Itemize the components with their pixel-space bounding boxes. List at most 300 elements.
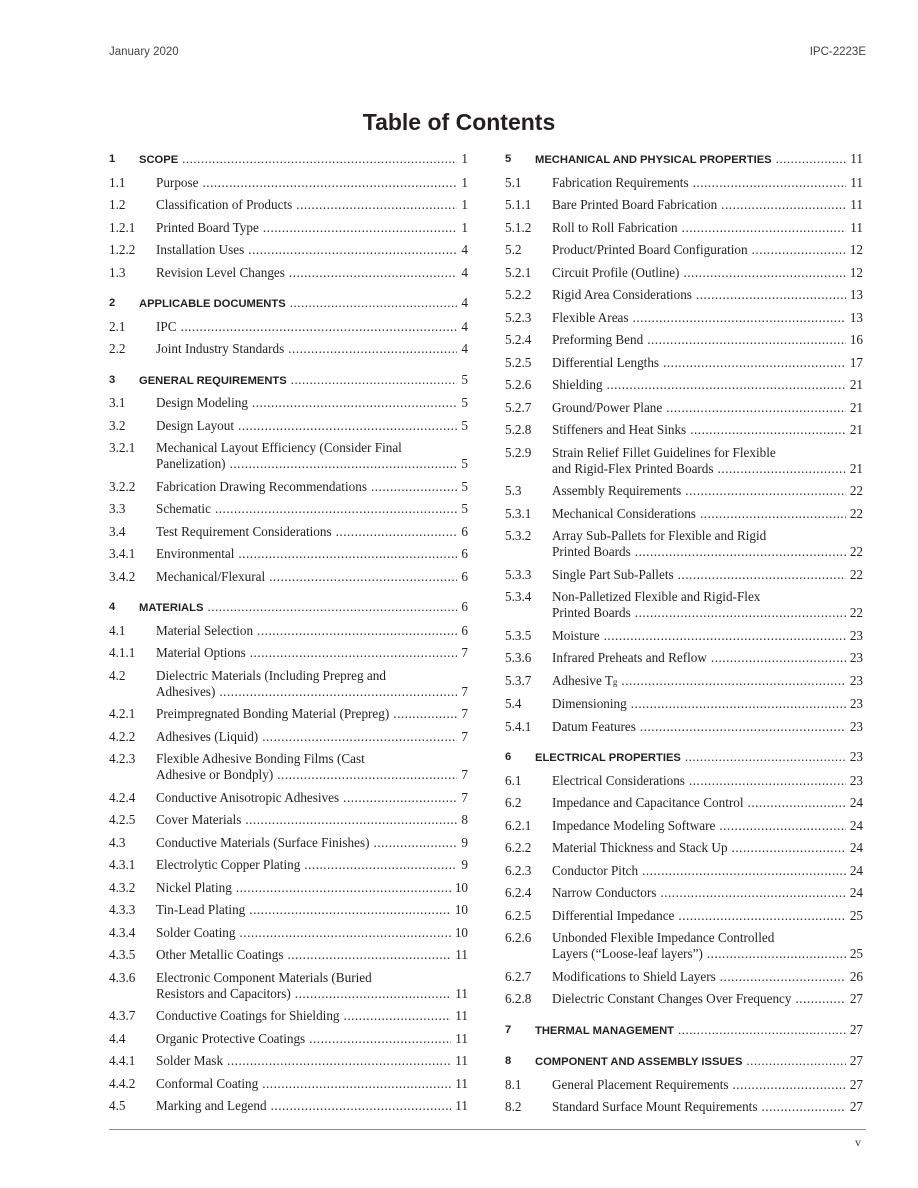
toc-entry-body (552, 265, 863, 281)
toc-entry[interactable] (505, 837, 863, 860)
toc-entry-line (156, 395, 468, 411)
toc-entry-body (156, 395, 468, 411)
toc-entry-body (156, 319, 468, 335)
toc-entry[interactable] (109, 620, 468, 643)
toc-entry[interactable] (109, 566, 468, 589)
toc-entry-number: 5.2 (505, 242, 522, 257)
toc-entry-line (156, 729, 468, 745)
toc-entry-body (552, 332, 863, 348)
toc-entry[interactable] (109, 1050, 468, 1073)
toc-entry[interactable] (505, 966, 863, 989)
toc-entry[interactable] (109, 217, 468, 240)
toc-page-number: 22 (849, 505, 863, 521)
toc-entry[interactable] (109, 1028, 468, 1051)
toc-section-entry[interactable] (505, 148, 863, 172)
toc-entry-line (139, 372, 468, 389)
toc-entry-line (156, 706, 468, 722)
dot-leader (238, 418, 457, 434)
toc-entry-body (552, 355, 863, 371)
toc-page-number: 23 (849, 749, 863, 764)
toc-entry[interactable] (505, 525, 863, 564)
toc-entry-line (552, 650, 863, 666)
toc-entry[interactable] (109, 726, 468, 749)
toc-entry-line (552, 506, 863, 522)
toc-entry-title-continued: Adhesive or Bondply) (156, 767, 274, 782)
toc-entry[interactable] (505, 307, 863, 330)
toc-entry-line (156, 947, 468, 963)
toc-entry-body (552, 908, 863, 924)
toc-entry[interactable] (109, 809, 468, 832)
toc-entry[interactable] (109, 498, 468, 521)
toc-page-number: 24 (849, 885, 863, 900)
toc-entry-number: 3.1 (109, 395, 126, 410)
dot-leader (607, 377, 846, 393)
toc-entry[interactable] (505, 194, 863, 217)
page-title: Table of Contents (362, 109, 556, 136)
dot-leader (287, 947, 451, 963)
toc-entry-body (552, 719, 863, 735)
toc-entry[interactable] (109, 239, 468, 262)
toc-page-number: 4 (461, 341, 468, 356)
toc-entry-title-continued: Printed Boards (552, 544, 631, 559)
toc-entry[interactable] (109, 194, 468, 217)
toc-entry-title: Printed Board Type (156, 219, 259, 235)
toc-entry-number: 5.3.2 (505, 528, 532, 543)
toc-entry[interactable] (505, 770, 863, 793)
toc-entry-number: 4.3.6 (109, 969, 136, 985)
toc-entry[interactable] (109, 922, 468, 945)
toc-entry-number: 3.4.2 (109, 568, 136, 584)
dot-leader (621, 673, 845, 689)
toc-entry-line (535, 749, 863, 766)
dot-leader (752, 242, 846, 258)
toc-entry-title: General Placement Requirements (552, 1076, 729, 1092)
toc-entry-line (552, 175, 863, 191)
toc-entry[interactable] (109, 854, 468, 877)
toc-entry-line (552, 422, 863, 438)
toc-entry-body (552, 818, 863, 834)
toc-entry[interactable] (109, 703, 468, 726)
toc-entry-line (552, 1077, 863, 1093)
toc-page-number: 5 (461, 456, 468, 471)
toc-entry-body (552, 528, 863, 560)
dot-leader (344, 1008, 452, 1024)
toc-entry-title: Marking and Legend (156, 1098, 267, 1113)
toc-entry-title: Test Requirement Considerations (156, 523, 332, 539)
toc-page-number: 22 (849, 566, 863, 582)
toc-page-number: 1 (461, 174, 468, 190)
toc-entry[interactable] (505, 647, 863, 670)
dot-leader (689, 773, 846, 789)
toc-entry-body (156, 341, 468, 357)
toc-entry-title: Roll to Roll Fabrication (552, 219, 678, 235)
dot-leader (262, 1076, 451, 1092)
toc-entry-title: Electrical Considerations (552, 772, 685, 788)
toc-entry[interactable] (109, 967, 468, 1006)
toc-entry-line (552, 885, 863, 901)
toc-entry-line (552, 795, 863, 811)
toc-entry-line (156, 242, 468, 258)
toc-entry-line (552, 483, 863, 499)
dot-leader (257, 623, 457, 639)
toc-entry-title: Preforming Bend (552, 332, 644, 347)
toc-page-number: 6 (461, 599, 468, 614)
dot-leader (719, 818, 845, 834)
toc-page-number: 11 (455, 947, 468, 962)
toc-entry-line (156, 265, 468, 281)
toc-entry-line (156, 524, 468, 540)
toc-entry[interactable] (109, 832, 468, 855)
toc-entry[interactable] (109, 262, 468, 285)
toc-entry-body (156, 1008, 468, 1024)
toc-entry-line (156, 319, 468, 335)
toc-entry[interactable] (505, 503, 863, 526)
toc-entry-line (552, 242, 863, 258)
toc-entry-line (156, 986, 468, 1002)
toc-entry[interactable] (505, 329, 863, 352)
toc-entry[interactable] (505, 374, 863, 397)
toc-entry-title: Installation Uses (156, 242, 245, 257)
toc-entry[interactable] (505, 217, 863, 240)
toc-entry-number: 5.2.5 (505, 354, 532, 370)
toc-entry-title-continued: and Rigid-Flex Printed Boards (552, 460, 714, 476)
toc-entry[interactable] (109, 392, 468, 415)
toc-entry-line (552, 773, 863, 789)
toc-page-number: 11 (455, 985, 468, 1001)
dot-leader (219, 684, 457, 700)
dot-leader (248, 242, 457, 258)
toc-entry-body (552, 506, 863, 522)
toc-entry-body (552, 773, 863, 789)
toc-entry[interactable] (505, 988, 863, 1011)
toc-entry-body (552, 673, 863, 690)
toc-entry-number: 5.2.8 (505, 422, 532, 437)
toc-entry-body (535, 1022, 863, 1039)
toc-page-number: 25 (849, 907, 863, 923)
toc-page-number: 25 (849, 946, 863, 961)
toc-entry[interactable] (505, 882, 863, 905)
toc-entry-line (552, 400, 863, 416)
toc-entry-line (552, 567, 863, 583)
toc-entry-body (552, 310, 863, 326)
toc-section-entry[interactable] (109, 148, 468, 172)
toc-entry-line (156, 857, 468, 873)
toc-page-number: 12 (849, 242, 863, 257)
toc-entry[interactable] (505, 397, 863, 420)
toc-entry[interactable] (109, 316, 468, 339)
toc-page-number: 27 (849, 1099, 863, 1114)
toc-section-entry[interactable] (109, 292, 468, 316)
toc-entry-title: Material Options (156, 645, 246, 660)
toc-entry-title: Nickel Plating (156, 879, 232, 895)
toc-entry[interactable] (505, 172, 863, 195)
toc-entry-body (156, 729, 468, 745)
dot-leader (635, 544, 846, 560)
toc-entry[interactable] (505, 905, 863, 928)
toc-entry-body (156, 1098, 468, 1114)
toc-page-number: 4 (461, 242, 468, 257)
toc-entry-number: 4.1.1 (109, 645, 136, 660)
toc-entry-number: 5.4 (505, 696, 522, 711)
toc-page-number: 9 (461, 857, 468, 872)
toc-entry[interactable] (505, 792, 863, 815)
toc-entry-line (156, 1008, 468, 1024)
toc-entry-body (535, 151, 863, 168)
dot-leader (700, 506, 846, 522)
toc-entry-body (156, 1031, 468, 1047)
toc-entry-title: Datum Features (552, 718, 636, 734)
toc-entry[interactable] (109, 172, 468, 195)
toc-entry[interactable] (505, 1074, 863, 1097)
dot-leader (290, 295, 458, 311)
toc-page-number: 1 (461, 219, 468, 235)
dot-leader (252, 395, 457, 411)
toc-page-number: 11 (455, 1098, 468, 1113)
dot-leader (631, 696, 846, 712)
dot-leader (678, 908, 845, 924)
toc-entry-body (552, 483, 863, 499)
dot-leader (707, 946, 846, 962)
toc-entry[interactable] (505, 716, 863, 739)
toc-entry-title: Non-Palletized Flexible and Rigid-Flex (552, 589, 761, 604)
toc-entry-number: 1.1 (109, 174, 126, 190)
toc-entry-line (156, 1053, 468, 1069)
toc-entry-body (552, 969, 863, 985)
toc-entry-title: Conductive Coatings for Shielding (156, 1008, 340, 1023)
toc-section-entry[interactable] (109, 369, 468, 393)
dot-leader (230, 456, 458, 472)
toc-entry-title: Solder Mask (156, 1053, 224, 1068)
toc-entry[interactable] (109, 543, 468, 566)
toc-entry-number: 2 (109, 297, 116, 309)
toc-entry-body (156, 524, 468, 540)
toc-entry-body (156, 857, 468, 873)
toc-entry-title: Conductive Materials (Surface Finishes) (156, 834, 370, 850)
dot-leader (690, 422, 846, 438)
toc-entry-number: 4.2.3 (109, 751, 136, 766)
toc-entry[interactable] (505, 419, 863, 442)
toc-entry-body (552, 840, 863, 856)
toc-section-entry[interactable] (109, 596, 468, 620)
dot-leader (262, 729, 457, 745)
dot-leader (240, 925, 451, 941)
dot-leader (249, 902, 451, 918)
toc-entry-number: 2.1 (109, 318, 126, 334)
toc-entry[interactable] (505, 262, 863, 285)
toc-entry-number: 6.2.4 (505, 885, 532, 900)
toc-entry-body (156, 751, 468, 783)
toc-entry-body (552, 567, 863, 583)
toc-entry[interactable] (109, 1095, 468, 1118)
toc-entry[interactable] (505, 670, 863, 694)
toc-entry-title: Joint Industry Standards (156, 341, 285, 356)
toc-entry-number: 3.2.2 (109, 478, 136, 494)
toc-page-number: 11 (455, 1075, 468, 1091)
dot-leader (203, 175, 458, 191)
toc-entry-body (552, 445, 863, 477)
toc-entry-title: Classification of Products (156, 197, 293, 212)
toc-page-number: 22 (849, 483, 863, 498)
toc-entry-title: Dielectric Constant Changes Over Frequency (552, 991, 792, 1006)
toc-entry[interactable] (505, 564, 863, 587)
toc-entry[interactable] (109, 787, 468, 810)
toc-column-right (505, 148, 863, 1119)
toc-page-number: 10 (454, 902, 468, 917)
toc-entry-number: 5.2.2 (505, 287, 532, 302)
toc-entry-body (552, 197, 863, 213)
dot-leader (269, 569, 457, 585)
toc-entry[interactable] (505, 927, 863, 966)
toc-entry[interactable] (505, 352, 863, 375)
toc-entry-body (156, 835, 468, 851)
toc-page-number: 4 (461, 318, 468, 334)
toc-page-number: 24 (849, 795, 863, 810)
toc-entry-body (552, 885, 863, 901)
toc-entry-number: 8.1 (505, 1076, 522, 1092)
toc-entry[interactable] (109, 1073, 468, 1096)
toc-entry-line (552, 197, 863, 213)
toc-entry-number: 5.3 (505, 483, 522, 498)
toc-entry-number: 5.1.1 (505, 197, 532, 212)
toc-entry[interactable] (505, 693, 863, 716)
toc-entry[interactable] (109, 521, 468, 544)
toc-entry-title: Mechanical Layout Efficiency (Consider Final (156, 440, 402, 455)
toc-entry[interactable] (109, 476, 468, 499)
toc-entry-line (156, 623, 468, 639)
toc-entry-number: 1.3 (109, 264, 126, 280)
toc-entry-line (156, 197, 468, 213)
dot-leader (683, 265, 845, 281)
toc-entry-line (156, 479, 468, 495)
dot-leader (604, 628, 846, 644)
toc-entry-body (156, 947, 468, 963)
toc-entry-title: Array Sub-Pallets for Flexible and Rigid (552, 528, 767, 543)
toc-entry-number: 4.5 (109, 1098, 126, 1113)
toc-page-number: 11 (850, 197, 863, 212)
toc-page-number: 23 (849, 696, 863, 711)
toc-entry-body (156, 418, 468, 434)
dot-leader (288, 341, 457, 357)
toc-entry-number: 4.2.4 (109, 789, 136, 805)
toc-entry-title: THERMAL MANAGEMENT (535, 1024, 675, 1037)
toc-entry[interactable] (109, 415, 468, 438)
toc-entry-body (139, 372, 468, 389)
toc-page-number: 11 (455, 1030, 468, 1046)
toc-entry[interactable] (505, 815, 863, 838)
toc-entry[interactable] (505, 239, 863, 262)
dot-leader (642, 863, 846, 879)
toc-entry[interactable] (109, 1005, 468, 1028)
dot-leader (263, 220, 458, 236)
toc-entry-title: Solder Coating (156, 924, 236, 940)
toc-page-number: 7 (461, 645, 468, 660)
toc-entry-line (156, 812, 468, 828)
toc-entry-title: Fabrication Requirements (552, 174, 689, 190)
toc-entry-title: Cover Materials (156, 812, 242, 827)
toc-entry-body (552, 175, 863, 191)
toc-entry-number: 4.3.5 (109, 947, 136, 962)
toc-entry-number: 1.2.2 (109, 242, 136, 257)
toc-entry[interactable] (109, 899, 468, 922)
toc-entry-number: 4.2.5 (109, 812, 136, 827)
toc-page-number: 1 (461, 151, 468, 166)
toc-entry-number: 1.2.1 (109, 219, 136, 235)
toc-entry[interactable] (505, 1096, 863, 1119)
toc-entry-title: GENERAL REQUIREMENTS (139, 374, 287, 387)
toc-entry[interactable] (505, 442, 863, 481)
toc-entry-body (552, 220, 863, 236)
toc-entry-number: 4.4 (109, 1030, 126, 1046)
toc-section-entry[interactable] (505, 1050, 863, 1074)
toc-entry-title: Other Metallic Coatings (156, 947, 284, 962)
toc-entry-line (552, 696, 863, 712)
toc-entry-title: Unbonded Flexible Impedance Controlled (552, 930, 775, 945)
toc-entry[interactable] (109, 665, 468, 704)
toc-entry[interactable] (505, 480, 863, 503)
toc-entry[interactable] (109, 437, 468, 476)
toc-entry-number: 3.4.1 (109, 546, 136, 561)
toc-entry-number: 6.2.1 (505, 817, 532, 833)
toc-entry[interactable] (505, 625, 863, 648)
toc-entry-number: 5.4.1 (505, 718, 532, 734)
toc-entry[interactable] (109, 877, 468, 900)
toc-entry-number: 5.3.3 (505, 566, 532, 582)
toc-entry-number: 4.3.2 (109, 879, 136, 895)
toc-entry[interactable] (505, 284, 863, 307)
toc-entry-body (552, 589, 863, 621)
dot-leader (682, 220, 847, 236)
toc-entry-title: Conductive Anisotropic Adhesives (156, 789, 340, 805)
dot-leader (336, 524, 458, 540)
toc-entry[interactable] (109, 642, 468, 665)
toc-entry-title: Schematic (156, 501, 211, 516)
toc-entry-title: Flexible Adhesive Bonding Films (Cast (156, 751, 365, 766)
toc-entry[interactable] (109, 944, 468, 967)
toc-page-number: 24 (849, 840, 863, 855)
toc-entry-line (552, 310, 863, 326)
toc-entry-line (156, 1098, 468, 1114)
toc-entry[interactable] (109, 338, 468, 361)
toc-entry[interactable] (109, 748, 468, 787)
dot-leader (663, 355, 846, 371)
toc-entry-line (552, 265, 863, 281)
toc-entry-number: 5.1 (505, 174, 522, 190)
toc-page-number: 6 (461, 568, 468, 584)
toc-section-entry[interactable] (505, 1019, 863, 1043)
toc-entry-line (552, 818, 863, 834)
page-number: v (855, 1135, 861, 1149)
running-header-date: January 2020 (109, 46, 179, 58)
toc-entry[interactable] (505, 860, 863, 883)
toc-entry-line (156, 569, 468, 585)
toc-section-entry[interactable] (505, 746, 863, 770)
toc-entry-number: 2.2 (109, 341, 126, 356)
toc-entry[interactable] (505, 586, 863, 625)
toc-page-number: 26 (849, 968, 863, 984)
toc-entry-body (156, 645, 468, 661)
toc-entry-line (156, 418, 468, 434)
toc-entry-title: Preimpregnated Bonding Material (Prepreg) (156, 706, 390, 721)
toc-entry-title-continued: Panelization) (156, 456, 226, 471)
toc-entry-line (535, 151, 863, 168)
dot-leader (733, 1077, 846, 1093)
toc-entry-body (156, 546, 468, 562)
toc-entry-number: 3.2 (109, 417, 126, 433)
toc-entry-number: 8.2 (505, 1099, 522, 1114)
toc-entry-number: 5.3.1 (505, 505, 532, 521)
toc-entry-line (156, 546, 468, 562)
dot-leader (215, 501, 457, 517)
